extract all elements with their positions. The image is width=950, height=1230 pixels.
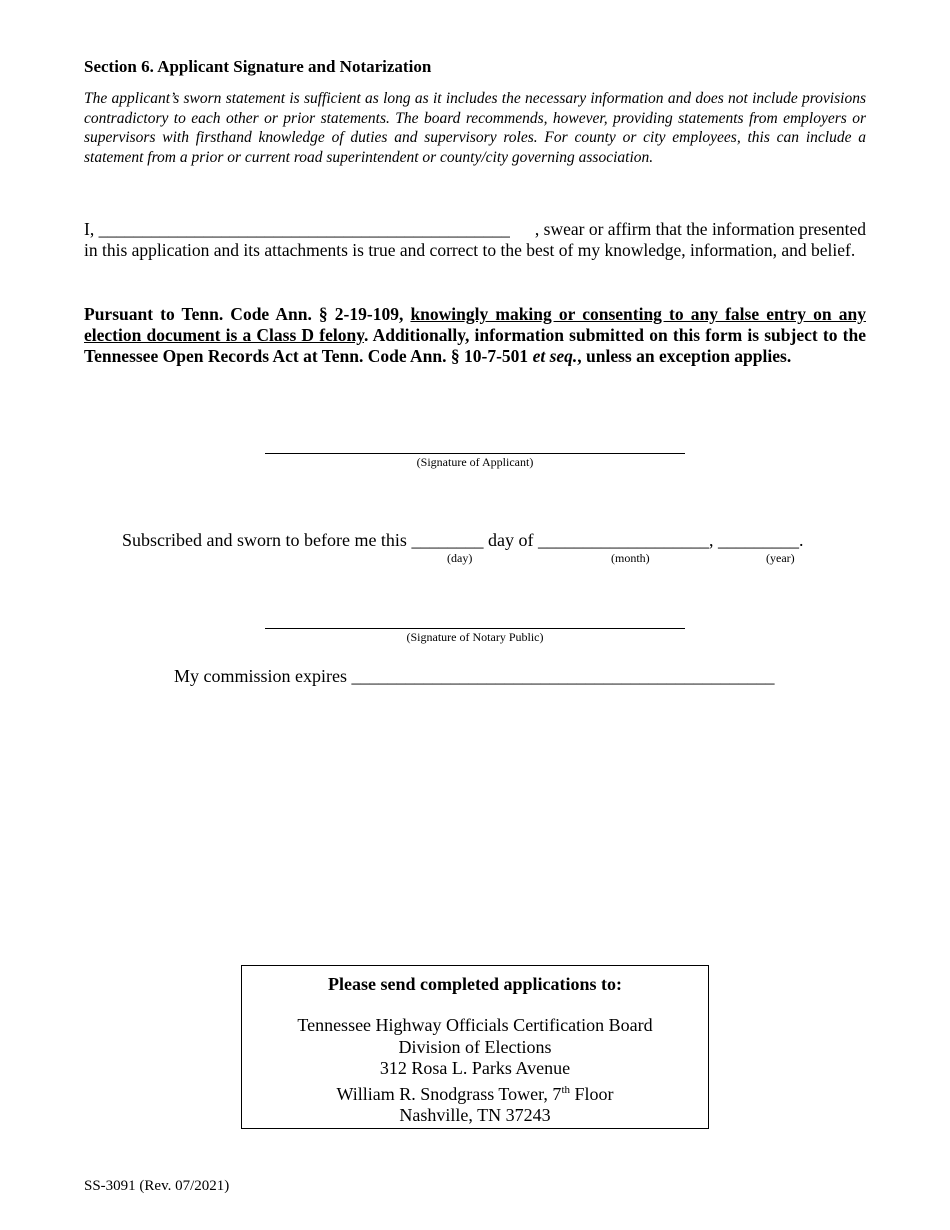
sworn-comma: , — [708, 530, 718, 550]
address-line-4: William R. Snodgrass Tower, 7th Floor — [336, 1083, 614, 1104]
commission-expires — [174, 666, 775, 687]
oath-prefix: I, — [84, 219, 99, 239]
intro-paragraph: The applicant’s sworn statement is sufficient as long as it includes the necessary information and does not include provisions contradictory to each other or prior statements. The board recommends, however, providing statements from employers or supervisors with firsthand knowledge of duties and supervisory roles. For county or city employees, this can include a statement from a prior or current road superintendent or county/city governing association. — [84, 90, 866, 166]
legal-italic: et seq. — [532, 346, 578, 366]
sworn-period: . — [798, 530, 804, 550]
applicant-signature-line[interactable] — [265, 453, 685, 454]
year-blank[interactable]: _________ — [717, 530, 799, 550]
address-line-5: Nashville, TN 37243 — [399, 1105, 551, 1125]
sworn-text2: day of — [483, 530, 538, 550]
commission-blank[interactable]: _______________________________________________ — [351, 666, 775, 686]
oath-suffix: , swear or affirm that the information presented — [534, 219, 866, 239]
legal-part1: Pursuant to Tenn. Code Ann. § 2-19-109, — [84, 304, 411, 324]
address-line-1: Tennessee Highway Officials Certification Board — [297, 1015, 653, 1035]
commission-label: My commission expires — [174, 666, 352, 686]
day-label: (day) — [447, 551, 473, 565]
form-id: SS-3091 (Rev. 07/2021) — [84, 1178, 230, 1194]
legal-underlined: knowingly making or consenting to any false entry on any election document is a Class D felony — [84, 304, 866, 345]
notary-signature-line[interactable] — [265, 628, 685, 629]
oath-statement — [84, 219, 866, 261]
mailing-title: Please send completed applications to: — [328, 974, 622, 994]
year-label: (year) — [766, 551, 795, 565]
oath-rest: in this application and its attachments is true and correct to the best of my knowledge, information, and belief. — [84, 240, 856, 260]
mailing-address-box — [241, 965, 709, 1129]
sworn-statement — [122, 530, 803, 551]
day-blank[interactable]: ________ — [411, 530, 484, 550]
address-line-3: 312 Rosa L. Parks Avenue — [379, 1058, 571, 1078]
section-heading: Section 6. Applicant Signature and Notarization — [84, 57, 432, 76]
legal-notice — [84, 304, 866, 367]
sworn-text1: Subscribed and sworn to before me this — [122, 530, 412, 550]
month-blank[interactable]: ___________________ — [537, 530, 709, 550]
legal-part2: . Additionally, information submitted on this form is subject to the Tennessee Open Records Act at Tenn. Code Ann. § 10-7-501 — [84, 325, 866, 366]
notary-signature-caption: (Signature of Notary Public) — [406, 630, 544, 644]
applicant-signature-caption: (Signature of Applicant) — [416, 455, 534, 469]
mailing-address — [242, 1015, 708, 1127]
applicant-name-blank[interactable]: _______________________________________________ — [98, 219, 510, 239]
legal-part3: , unless an exception applies. — [577, 346, 792, 366]
month-label: (month) — [611, 551, 650, 565]
address-line-2: Division of Elections — [398, 1036, 552, 1057]
